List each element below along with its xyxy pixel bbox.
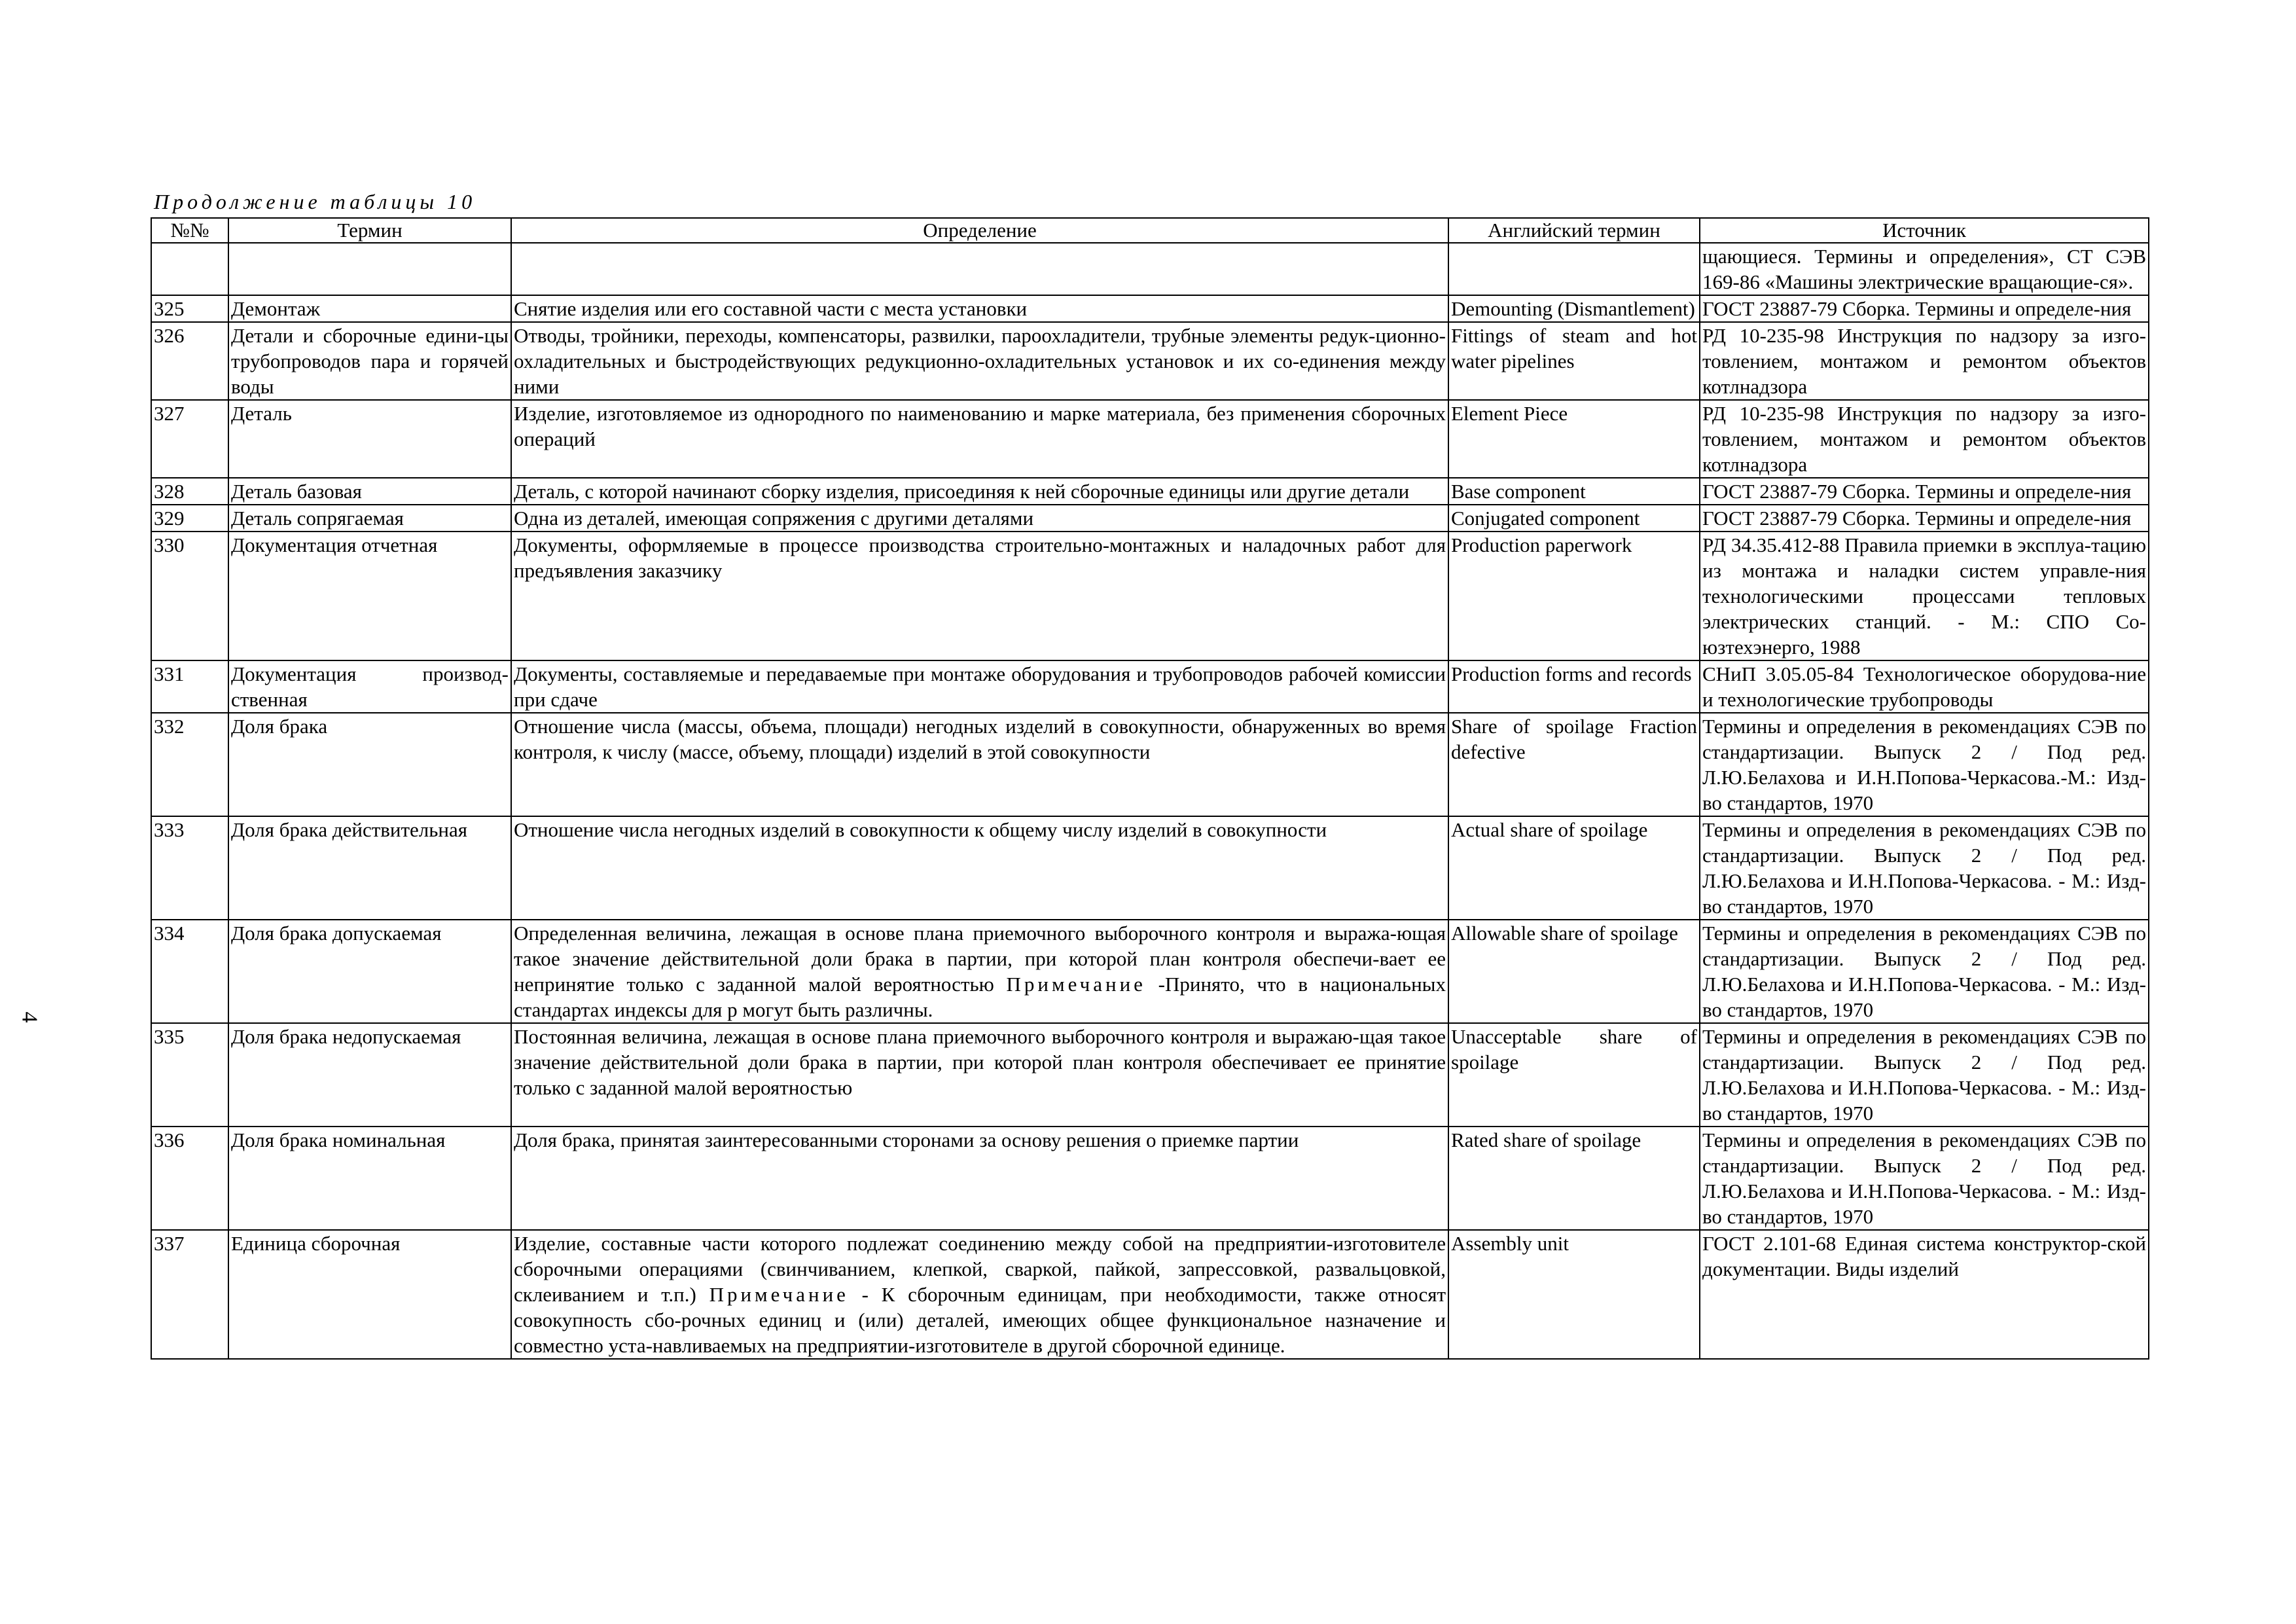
cell-definition [511,1230,1448,1359]
note-text: -Принято, что в национальных стандартах индексы для р могут быть различны. [514,973,1446,1021]
cell-source [1700,478,2149,505]
num-text: 332 [154,715,185,738]
page-number: 4 [17,1011,42,1023]
term-text: Деталь базовая [231,480,362,503]
header-definition: Определение [511,218,1448,243]
source-text: Термины и определения в рекомендациях СЭВ по стандартизации. Выпуск 2 / Под ред. Л.Ю.Белахова и И.Н.Попова-Черкасова. - М.: Изд-во стандартов, 1970 [1702,818,2146,918]
cell-term [228,1127,511,1230]
cell-term [228,243,511,295]
cell-english-term [1448,920,1700,1023]
cell-source [1700,920,2149,1023]
definition-text: Одна из деталей, имеющая сопряжения с другими деталями [514,507,1034,530]
english-term-text: Production forms and records [1451,662,1692,685]
source-text: РД 34.35.412-88 Правила приемки в эксплуа-тацию из монтажа и наладки систем управле-ния технологическими процессами тепловых электрических станций. - М.: СПО Со-юзтехэнерго, 1988 [1702,533,2146,659]
definition-text: Документы, составляемые и передаваемые при монтаже оборудования и трубопроводов рабочей комиссии при сдаче [514,662,1446,711]
term-text: Доля брака допускаемая [231,922,442,945]
table-caption: Продолжение таблицы 10 [154,190,476,213]
cell-term [228,713,511,816]
cell-num [151,1023,228,1127]
cell-english-term [1448,400,1700,478]
cell-num [151,920,228,1023]
num-text: 334 [154,922,185,945]
cell-definition [511,1127,1448,1230]
term-text: Демонтаж [231,297,321,320]
num-text: 331 [154,662,185,685]
header-source: Источник [1700,218,2149,243]
note-label: Примечание [1006,973,1146,996]
note-text: - К сборочным единицам, при необходимости, также относят совокупность сбо-рочных единиц и (или) деталей, имеющих общее функциональное назначение и совместно уста-навливаемых на предприятии-изготовителе в другой сборочной единице. [514,1283,1446,1357]
table-row [151,816,2149,920]
cell-english-term [1448,322,1700,400]
cell-source [1700,295,2149,322]
cell-num [151,243,228,295]
num-text: 330 [154,533,185,556]
definition-text: Определенная величина, лежащая в основе плана приемочного выборочного контроля и выража-ющая такое значение действительной доли брака в партии, при которой план контроля обеспечи-вает ее непринятие только с заданной малой вероятностью [514,922,1446,996]
cell-source [1700,505,2149,532]
source-text: ГОСТ 23887-79 Сборка. Термины и определе-ния [1702,507,2132,530]
cell-definition [511,1023,1448,1127]
cell-definition [511,713,1448,816]
cell-term [228,1230,511,1359]
cell-english-term [1448,1127,1700,1230]
term-text: Доля брака действительная [231,818,468,841]
cell-source [1700,713,2149,816]
term-text: Детали и сборочные едини-цы трубопроводов пара и горячей воды [231,324,509,398]
cell-num [151,660,228,713]
source-text: щающиеся. Термины и определения», СТ СЭВ 169-86 «Машины электрические вращающие-ся». [1702,245,2146,293]
table-row [151,1230,2149,1359]
cell-definition [511,295,1448,322]
cell-term [228,920,511,1023]
term-text: Деталь сопрягаемая [231,507,404,530]
cell-english-term [1448,816,1700,920]
cell-english-term [1448,713,1700,816]
cell-source [1700,322,2149,400]
num-text: 337 [154,1232,185,1255]
cell-num [151,478,228,505]
source-text: Термины и определения в рекомендациях СЭВ по стандартизации. Выпуск 2 / Под ред. Л.Ю.Белахова и И.Н.Попова-Черкасова. - М.: Изд-во стандартов, 1970 [1702,1025,2146,1125]
cell-source [1700,400,2149,478]
header-english-term: Английский термин [1448,218,1700,243]
table-row [151,295,2149,322]
cell-definition [511,478,1448,505]
table-row [151,1023,2149,1127]
source-text: Термины и определения в рекомендациях СЭВ по стандартизации. Выпуск 2 / Под ред. Л.Ю.Белахова и И.Н.Попова-Черкасова.-М.: Изд-во стандартов, 1970 [1702,715,2146,814]
english-term-text: Conjugated component [1451,507,1640,530]
source-text: СНиП 3.05.05-84 Технологическое оборудова-ние и технологические трубопроводы [1702,662,2146,711]
table-row [151,478,2149,505]
cell-english-term [1448,505,1700,532]
english-term-text: Allowable share of spoilage [1451,922,1678,945]
cell-english-term [1448,660,1700,713]
cell-definition [511,660,1448,713]
num-text: 335 [154,1025,185,1048]
english-term-text: Actual share of spoilage [1451,818,1648,841]
term-text: Доля брака номинальная [231,1128,446,1151]
english-term-text: Assembly unit [1451,1232,1569,1255]
english-term-text: Base component [1451,480,1586,503]
definition-text: Изделие, составные части которого подлежат соединению между собой на предприятии-изготовителе сборочными операциями (свинчиванием, клепкой, сваркой, пайкой, запрессовкой, развальцовкой, склеиванием и т.п.) [514,1232,1446,1306]
header-term: Термин [228,218,511,243]
cell-english-term [1448,295,1700,322]
table-row [151,713,2149,816]
cell-num [151,1230,228,1359]
cell-num [151,816,228,920]
definition-text: Отношение числа негодных изделий в совокупности к общему числу изделий в совокупности [514,818,1327,841]
cell-source [1700,660,2149,713]
cell-source [1700,1127,2149,1230]
num-text: 327 [154,402,185,425]
cell-definition [511,532,1448,660]
cell-source [1700,1230,2149,1359]
cell-num [151,322,228,400]
cell-source [1700,1023,2149,1127]
definition-text: Отводы, тройники, переходы, компенсаторы, развилки, пароохладители, трубные элементы редук-ционно-охладительных и быстродействующих редукционно-охладительных установок и их со-единения между ними [514,324,1446,398]
cell-definition [511,322,1448,400]
term-text: Документация отчетная [231,533,438,556]
cell-num [151,505,228,532]
cell-english-term [1448,243,1700,295]
num-text: 326 [154,324,185,347]
cell-english-term [1448,532,1700,660]
source-text: Термины и определения в рекомендациях СЭВ по стандартизации. Выпуск 2 / Под ред. Л.Ю.Белахова и И.Н.Попова-Черкасова. - М.: Изд-во стандартов, 1970 [1702,922,2146,1021]
table-row [151,660,2149,713]
num-text: 333 [154,818,185,841]
table-row [151,322,2149,400]
english-term-text: Fittings of steam and hot water pipelines [1451,324,1697,372]
source-text: ГОСТ 23887-79 Сборка. Термины и определе-ния [1702,480,2132,503]
definition-text: Деталь, с которой начинают сборку изделия, присоединяя к ней сборочные единицы или другие детали [514,480,1410,503]
cell-num [151,1127,228,1230]
table-row [151,1127,2149,1230]
cell-term [228,816,511,920]
cell-num [151,713,228,816]
english-term-text: Demounting (Dismantlement) [1451,297,1695,320]
source-text: Термины и определения в рекомендациях СЭВ по стандартизации. Выпуск 2 / Под ред. Л.Ю.Белахова и И.Н.Попова-Черкасова. - М.: Изд-во стандартов, 1970 [1702,1128,2146,1228]
english-term-text: Share of spoilage Fraction defective [1451,715,1697,763]
source-text: ГОСТ 23887-79 Сборка. Термины и определе-ния [1702,297,2132,320]
cell-source [1700,532,2149,660]
cell-english-term [1448,1023,1700,1127]
source-text: ГОСТ 2.101-68 Единая система конструктор-ской документации. Виды изделий [1702,1232,2146,1280]
header-num: №№ [151,218,228,243]
cell-num [151,532,228,660]
cell-definition [511,400,1448,478]
english-term-text: Production paperwork [1451,533,1632,556]
cell-num [151,295,228,322]
term-text: Единица сборочная [231,1232,401,1255]
cell-term [228,505,511,532]
term-text: Документация производ-ственная [231,662,509,711]
cell-source [1700,816,2149,920]
cell-term [228,295,511,322]
english-term-text: Unacceptable share of spoilage [1451,1025,1697,1074]
note-label: Примечание [709,1283,849,1306]
cell-term [228,400,511,478]
english-term-text: Rated share of spoilage [1451,1128,1641,1151]
definition-text: Изделие, изготовляемое из однородного по наименованию и марке материала, без применения сборочных операций [514,402,1446,450]
num-text: 329 [154,507,185,530]
definition-text: Документы, оформляемые в процессе производства строительно-монтажных и наладочных работ для предъявления заказчику [514,533,1446,582]
table-row [151,920,2149,1023]
cell-term [228,1023,511,1127]
cell-definition [511,505,1448,532]
source-text: РД 10-235-98 Инструкция по надзору за изго-товлением, монтажом и ремонтом объектов котлнадзора [1702,402,2146,476]
num-text: 336 [154,1128,185,1151]
cell-term [228,532,511,660]
cell-english-term [1448,1230,1700,1359]
english-term-text: Element Piece [1451,402,1568,425]
cell-term [228,322,511,400]
definition-text: Постоянная величина, лежащая в основе плана приемочного выборочного контроля и выражаю-щая такое значение действительной доли брака в партии, при которой план контроля обеспечивает ее принятие только с заданной малой вероятностью [514,1025,1446,1099]
table-row [151,243,2149,295]
table-row [151,505,2149,532]
table-row [151,532,2149,660]
cell-term [228,660,511,713]
term-text: Доля брака недопускаемая [231,1025,461,1048]
definition-text: Отношение числа (массы, объема, площади) негодных изделий в совокупности, обнаруженных во время контроля, к числу (массе, объему, площади) изделий в этой совокупности [514,715,1446,763]
cell-source [1700,243,2149,295]
num-text: 328 [154,480,185,503]
terms-table [151,217,2149,1360]
table-header-row [151,218,2149,243]
cell-num [151,400,228,478]
cell-definition [511,243,1448,295]
cell-term [228,478,511,505]
term-text: Деталь [231,402,292,425]
cell-definition [511,816,1448,920]
cell-english-term [1448,478,1700,505]
table-row [151,400,2149,478]
num-text: 325 [154,297,185,320]
source-text: РД 10-235-98 Инструкция по надзору за изго-товлением, монтажом и ремонтом объектов котлнадзора [1702,324,2146,398]
definition-text: Доля брака, принятая заинтересованными сторонами за основу решения о приемке партии [514,1128,1299,1151]
cell-definition [511,920,1448,1023]
definition-text: Снятие изделия или его составной части с места установки [514,297,1028,320]
term-text: Доля брака [231,715,328,738]
